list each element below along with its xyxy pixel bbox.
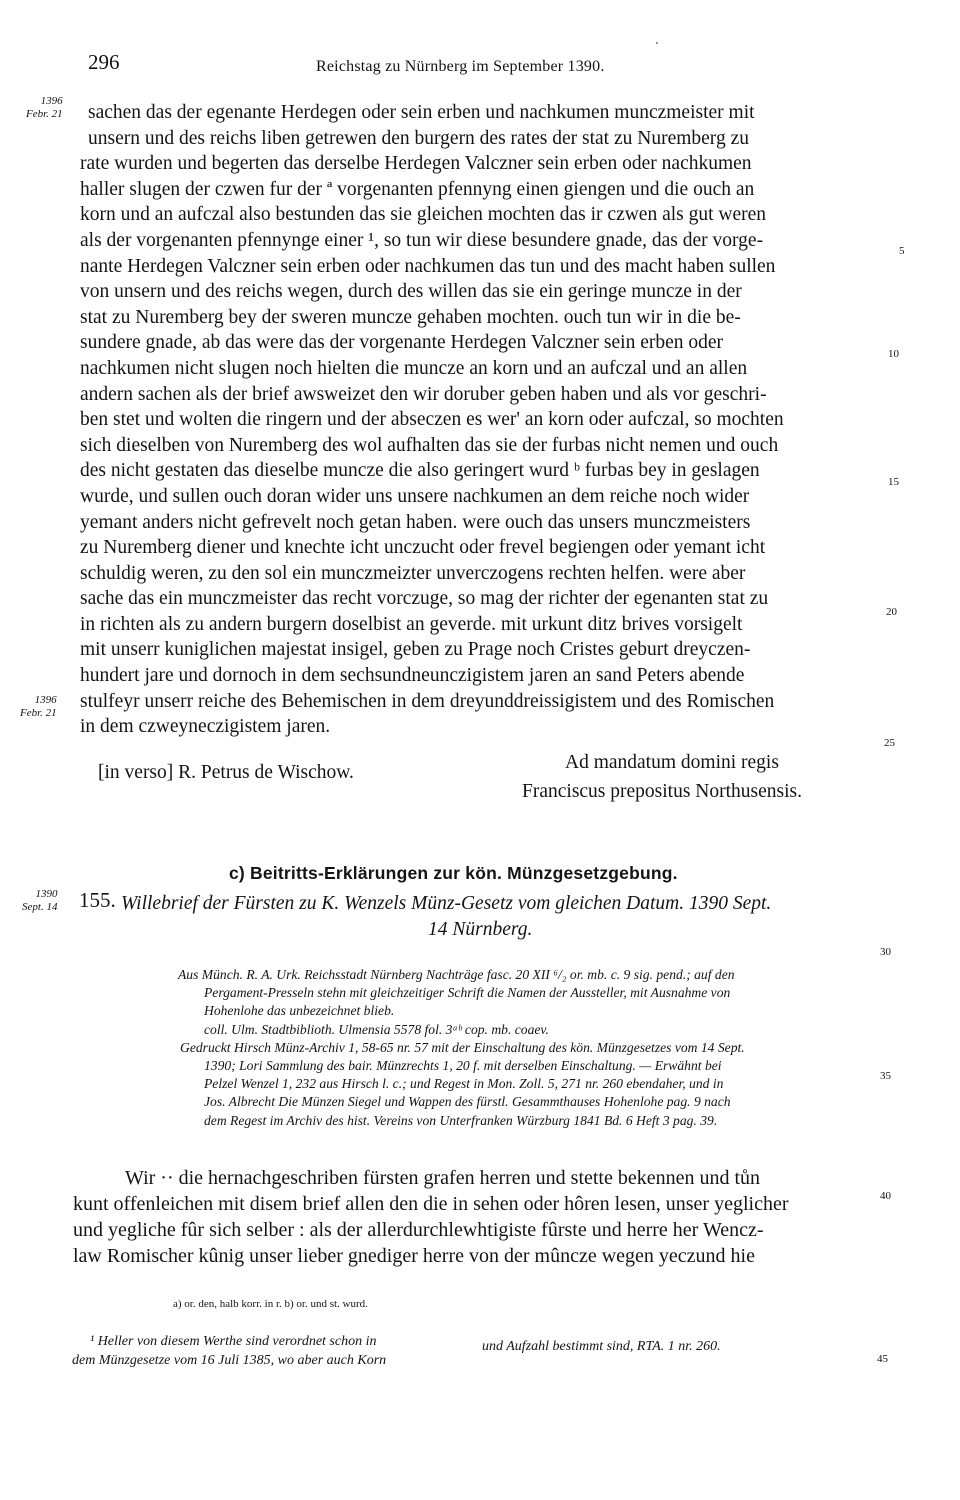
text-line: sache das ein munczmeister das recht vorczuge, so mag der richter der egenanten stat zu: [80, 588, 769, 610]
document-title-place: 14 Nürnberg.: [428, 919, 533, 940]
text-line: in dem czweyneczigistem jaren.: [80, 716, 331, 738]
text-line: Wir ·· die hernachgeschriben fürsten grafen herren und stette bekennen und tůn: [125, 1167, 761, 1189]
line-number: 5: [899, 245, 905, 257]
apparatus-line: coll. Ulm. Stadtbiblioth. Ulmensia 5578 fol. 3ᵃᵇ cop. mb. coaev.: [204, 1021, 549, 1037]
apparatus-line: dem Regest im Archiv des hist. Vereins von Unterfranken Würzburg 1841 Bd. 6 Heft 3 pag. 39.: [204, 1112, 718, 1128]
footnote-right: [482, 1337, 721, 1356]
text-line: stat zu Nuremberg bey der sweren muncze gehaben mochten. ouch tun wir in die be-: [80, 306, 741, 328]
text-line: sundere gnade, ab das were das der vorgenante Herdegen Valczner sein erben oder: [80, 332, 724, 354]
apparatus-line: Pelzel Wenzel 1, 232 aus Hirsch l. c.; und Regest in Mon. Zoll. 5, 271 nr. 260 ebendaher, und in: [204, 1076, 724, 1092]
text-line: schuldig weren, zu den sol ein munczmeizter unverczogens rechten helfen. were aber: [80, 562, 746, 584]
stray-dot: [656, 42, 658, 44]
document-text: [73, 1165, 789, 1269]
text-line: sich dieselben von Nuremberg des wol aufhalten das sie der furbas nicht nemen und ouch: [80, 434, 779, 456]
footnote-line: ¹ Heller von diesem Werthe sind verordnet schon in: [90, 1334, 377, 1349]
margin-date-mid: 1396 Febr. 21: [20, 694, 57, 719]
apparatus-line: Jos. Albrecht Die Münzen Siegel und Wappen des fürstl. Gesammthauses Hohenlohe pag. 9 nach: [204, 1094, 731, 1110]
verso-note: [in verso] R. Petrus de Wischow.: [98, 762, 354, 783]
text-line: ben stet und wolten die ringern und der abseczen es wer' an korn oder aufczal, so mochten: [80, 409, 784, 431]
apparatus-line: Hohenlohe das unbezeichnet blieb.: [204, 1003, 395, 1019]
line-number: 10: [888, 348, 899, 360]
text-line: law Romischer kûnig unser lieber gnediger herre von der mûncze wegen yeczund hie: [73, 1245, 755, 1267]
footnote-line: dem Münzgesetze vom 16 Juli 1385, wo aber auch Korn: [72, 1353, 387, 1368]
text-line: nachkumen nicht slugen noch hielten die muncze an korn und an aufczal und an allen: [80, 357, 748, 379]
footnote-left: [72, 1332, 386, 1370]
text-line: des nicht gestaten das dieselbe muncze die also geringert wurd ᵇ furbas bey in geslagen: [80, 460, 760, 482]
text-line: haller slugen der czwen fur der ª vorgenanten pfennyng einen giengen und die ouch an: [80, 178, 755, 200]
apparatus-line: Aus Münch. R. A. Urk. Reichsstadt Nürnberg Nachträge fasc. 20 XII ⁶/₂ or. mb. c. 9 sig. pend.; auf den: [178, 967, 735, 982]
text-line: als der vorgenanten pfennynge einer ¹, so tun wir diese besundere gnade, das der vorge-: [80, 229, 764, 251]
page-number: 296: [88, 50, 120, 74]
signature-mandate: Ad mandatum domini regis: [565, 752, 779, 773]
source-apparatus: [178, 966, 745, 1130]
text-line: sachen das der egenante Herdegen oder sein erben und nachkumen munczmeister mit: [88, 102, 755, 123]
text-line: unsern und des reichs liben getrewen den burgern des rates der stat zu Nuremberg zu: [88, 127, 749, 149]
text-line: wurde, und sullen ouch doran wider uns unsere nachkumen an dem reiche noch wider: [80, 485, 750, 507]
text-line: nante Herdegen Valczner sein erben oder nachkumen das tun und des macht haben sullen: [80, 255, 776, 277]
line-number: 15: [888, 476, 899, 488]
apparatus-line: Gedruckt Hirsch Münz-Archiv 1, 58-65 nr. 57 mit der Einschaltung des kön. Münzgesetzes vom 14 Sept.: [180, 1039, 745, 1055]
text-line: und yegliche fûr sich selber : als der allerdurchlewhtigiste fûrste und herre her Wencz-: [73, 1219, 764, 1241]
text-line: in richten als zu andern burgern doselbist an geverde. mit urkunt ditz brives vorsigelt: [80, 613, 743, 635]
running-title: Reichstag zu Nürnberg im September 1390.: [316, 58, 605, 75]
text-line: andern sachen als der brief awsweizet den wir doruber geben haben und als vor geschri-: [80, 383, 767, 405]
text-line: stulfeyr unserr reiche des Behemischen in dem dreyunddreissigistem und des Romischen: [80, 690, 775, 712]
text-line: hundert jare und dornoch in dem sechsundneunczigistem jaren an sand Peters abende: [80, 665, 745, 687]
line-number: 25: [884, 737, 895, 749]
text-line: rate wurden und begerten das derselbe Herdegen Valczner sein erben oder nachkumen: [80, 153, 752, 175]
margin-date-doc: 1390 Sept. 14: [22, 888, 58, 913]
line-number: 20: [886, 606, 897, 618]
document-title: Willebrief der Fürsten zu K. Wenzels Münz-Gesetz vom gleichen Datum. 1390 Sept.: [121, 893, 772, 914]
text-line: mit unserr kuniglichen majestat insigel, geben zu Prage noch Cristes geburt dreyczen-: [80, 639, 751, 661]
text-line: zu Nuremberg diener und knechte icht unczucht oder frevel begiengen oder yemant icht: [80, 537, 766, 559]
text-line: von unsern und des reichs wegen, durch des willen das sie ein geringe muncze in der: [80, 281, 742, 303]
main-text: [80, 100, 784, 740]
line-number: 45: [877, 1353, 888, 1365]
line-number: 35: [880, 1070, 891, 1082]
apparatus-line: Pergament-Presseln stehn mit gleichzeitiger Schrift die Namen der Aussteller, mit Ausnahme von: [204, 985, 731, 1001]
line-number: 30: [880, 946, 891, 958]
line-number: 40: [880, 1190, 891, 1202]
text-line: kunt offenleichen mit disem brief allen den die in sehen oder hôren lesen, unser yeglicher: [73, 1193, 789, 1215]
footnote-line: und Aufzahl bestimmt sind, RTA. 1 nr. 260.: [482, 1339, 721, 1354]
signature-issuer: Franciscus prepositus Northusensis.: [522, 781, 803, 802]
apparatus-line: 1390; Lori Sammlung des bair. Münzrechts 1, 20 f. mit derselben Einschaltung. — Erwähnt bei: [204, 1058, 722, 1074]
apparatus-notes: a) or. den, halb korr. in r. b) or. und st. wurd.: [173, 1298, 368, 1310]
margin-date-top: 1396 Febr. 21: [26, 95, 63, 120]
section-heading: c) Beitritts-Erklärungen zur kön. Münzgesetzgebung.: [229, 863, 678, 883]
text-line: yemant anders nicht gefrevelt noch getan haben. were ouch das unsers munczmeisters: [80, 511, 751, 533]
text-line: korn und an aufczal also bestunden das sie gleichen mochten das ir czwen als gut weren: [80, 204, 767, 226]
document-number: 155.: [79, 888, 116, 912]
